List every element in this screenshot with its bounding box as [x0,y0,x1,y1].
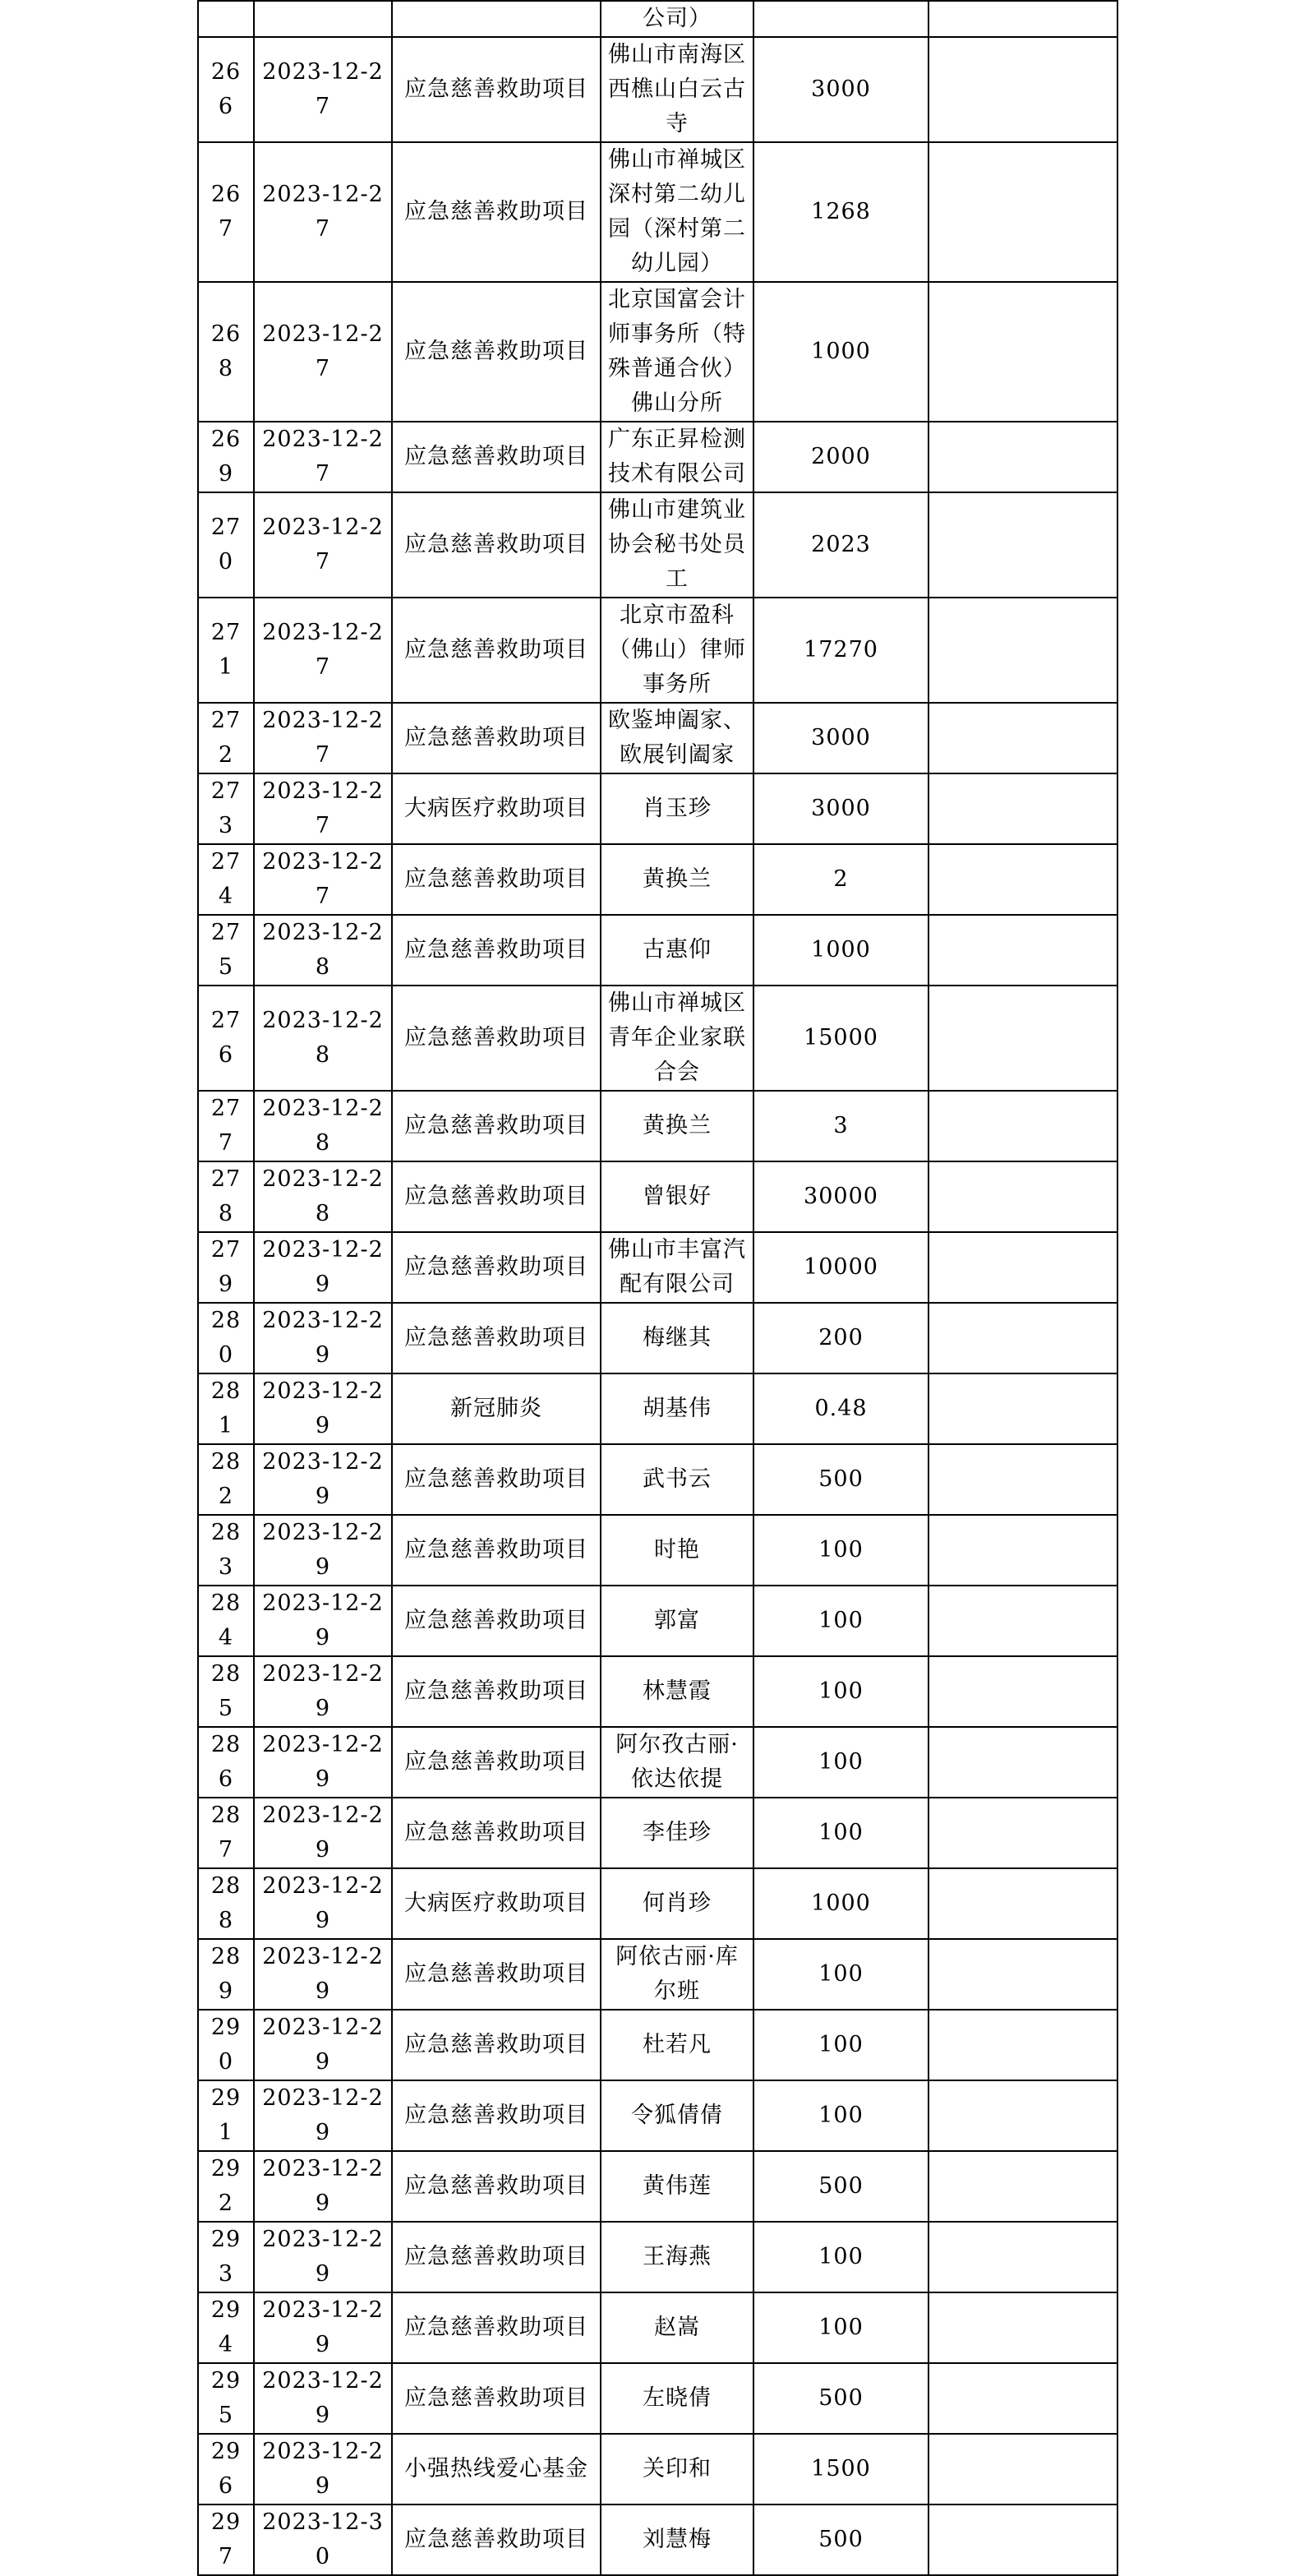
donor-name-cell: 梅继其 [601,1303,753,1373]
table-row [198,2363,1117,2434]
table-row [198,1,1117,37]
donation-date-cell: 2023-12-27 [254,598,392,703]
donor-name-cell: 郭富 [601,1586,753,1656]
amount-cell: 0.48 [753,1373,928,1444]
table-row [198,986,1117,1091]
row-number-cell: 270 [198,492,254,598]
donation-date-cell: 2023-12-27 [254,492,392,598]
donation-date-cell: 2023-12-29 [254,1586,392,1656]
row-number-cell: 275 [198,915,254,986]
amount-cell: 10000 [753,1232,928,1303]
amount-cell: 100 [753,1586,928,1656]
donor-name-cell: 黄换兰 [601,844,753,915]
donation-table-body [198,1,1117,2575]
note-cell [928,703,1117,773]
project-name-cell: 大病医疗救助项目 [392,1868,601,1939]
amount-cell: 2023 [753,492,928,598]
table-row [198,37,1117,142]
donation-date-cell: 2023-12-29 [254,1444,392,1515]
amount-cell: 3000 [753,773,928,844]
note-cell [928,2434,1117,2504]
table-row [198,915,1117,986]
project-name-cell: 应急慈善救助项目 [392,2010,601,2080]
project-name-cell: 应急慈善救助项目 [392,2363,601,2434]
table-row [198,282,1117,422]
note-cell [928,2292,1117,2363]
donor-name-cell: 欧鉴坤阖家、欧展钊阖家 [601,703,753,773]
project-name-cell: 应急慈善救助项目 [392,2080,601,2151]
donor-name-cell: 胡基伟 [601,1373,753,1444]
donor-name-cell: 杜若凡 [601,2010,753,2080]
row-number-cell: 278 [198,1161,254,1232]
project-name-cell: 应急慈善救助项目 [392,1727,601,1798]
note-cell [928,1444,1117,1515]
amount-cell: 30000 [753,1161,928,1232]
project-name-cell: 小强热线爱心基金 [392,2434,601,2504]
row-number-cell: 266 [198,37,254,142]
row-number-cell: 285 [198,1656,254,1727]
donor-name-cell: 王海燕 [601,2222,753,2292]
amount-cell: 100 [753,1656,928,1727]
donor-name-cell: 广东正昇检测技术有限公司 [601,422,753,492]
note-cell [928,1586,1117,1656]
donation-date-cell: 2023-12-29 [254,2292,392,2363]
amount-cell: 3000 [753,703,928,773]
project-name-cell: 应急慈善救助项目 [392,703,601,773]
donor-name-cell: 佛山市丰富汽配有限公司 [601,1232,753,1303]
amount-cell: 1500 [753,2434,928,2504]
amount-cell: 500 [753,2504,928,2575]
donor-name-cell: 时艳 [601,1515,753,1586]
donor-name-cell: 曾银好 [601,1161,753,1232]
table-row [198,2151,1117,2222]
donor-name-cell: 公司） [601,1,753,37]
donation-date-cell: 2023-12-29 [254,2010,392,2080]
table-row [198,1091,1117,1161]
table-row [198,598,1117,703]
donation-date-cell: 2023-12-27 [254,282,392,422]
project-name-cell [392,1,601,37]
note-cell [928,1868,1117,1939]
donor-name-cell: 阿依古丽·库尔班 [601,1939,753,2010]
row-number-cell: 268 [198,282,254,422]
amount-cell: 1000 [753,915,928,986]
donation-date-cell: 2023-12-29 [254,1868,392,1939]
amount-cell: 500 [753,2363,928,2434]
row-number-cell: 284 [198,1586,254,1656]
donor-name-cell: 肖玉珍 [601,773,753,844]
project-name-cell: 应急慈善救助项目 [392,1798,601,1868]
project-name-cell: 应急慈善救助项目 [392,844,601,915]
amount-cell [753,1,928,37]
note-cell [928,844,1117,915]
project-name-cell: 应急慈善救助项目 [392,1444,601,1515]
row-number-cell: 281 [198,1373,254,1444]
row-number-cell: 286 [198,1727,254,1798]
row-number-cell: 283 [198,1515,254,1586]
note-cell [928,2363,1117,2434]
amount-cell: 3 [753,1091,928,1161]
table-row [198,2292,1117,2363]
project-name-cell: 应急慈善救助项目 [392,142,601,282]
note-cell [928,422,1117,492]
amount-cell: 15000 [753,986,928,1091]
project-name-cell: 应急慈善救助项目 [392,1586,601,1656]
table-row [198,1868,1117,1939]
project-name-cell: 应急慈善救助项目 [392,598,601,703]
note-cell [928,1939,1117,2010]
project-name-cell: 应急慈善救助项目 [392,1161,601,1232]
note-cell [928,598,1117,703]
table-row [198,422,1117,492]
amount-cell: 3000 [753,37,928,142]
row-number-cell: 274 [198,844,254,915]
note-cell [928,986,1117,1091]
amount-cell: 500 [753,2151,928,2222]
row-number-cell: 292 [198,2151,254,2222]
project-name-cell: 应急慈善救助项目 [392,422,601,492]
project-name-cell: 应急慈善救助项目 [392,1303,601,1373]
project-name-cell: 应急慈善救助项目 [392,2222,601,2292]
row-number-cell: 276 [198,986,254,1091]
donor-name-cell: 黄伟莲 [601,2151,753,2222]
donation-date-cell: 2023-12-27 [254,703,392,773]
table-row [198,2080,1117,2151]
donation-date-cell [254,1,392,37]
table-row [198,492,1117,598]
donation-date-cell: 2023-12-29 [254,1373,392,1444]
donor-name-cell: 佛山市南海区西樵山白云古寺 [601,37,753,142]
row-number-cell: 277 [198,1091,254,1161]
project-name-cell: 应急慈善救助项目 [392,2151,601,2222]
row-number-cell: 280 [198,1303,254,1373]
row-number-cell: 282 [198,1444,254,1515]
table-row [198,2504,1117,2575]
note-cell [928,1727,1117,1798]
amount-cell: 100 [753,2292,928,2363]
table-row [198,1444,1117,1515]
note-cell [928,1798,1117,1868]
row-number-cell: 271 [198,598,254,703]
donor-name-cell: 林慧霞 [601,1656,753,1727]
amount-cell: 1000 [753,282,928,422]
donation-date-cell: 2023-12-29 [254,1656,392,1727]
donation-date-cell: 2023-12-28 [254,1161,392,1232]
donation-date-cell: 2023-12-29 [254,2363,392,2434]
table-row [198,2434,1117,2504]
note-cell [928,492,1117,598]
project-name-cell: 应急慈善救助项目 [392,1939,601,2010]
project-name-cell: 大病医疗救助项目 [392,773,601,844]
table-row [198,2222,1117,2292]
table-row [198,142,1117,282]
project-name-cell: 应急慈善救助项目 [392,986,601,1091]
project-name-cell: 应急慈善救助项目 [392,1656,601,1727]
donor-name-cell: 何肖珍 [601,1868,753,1939]
table-row [198,1939,1117,2010]
note-cell [928,2151,1117,2222]
note-cell [928,1373,1117,1444]
row-number-cell: 272 [198,703,254,773]
donor-name-cell: 北京国富会计师事务所（特殊普通合伙）佛山分所 [601,282,753,422]
donation-date-cell: 2023-12-29 [254,1303,392,1373]
project-name-cell: 新冠肺炎 [392,1373,601,1444]
table-row [198,1232,1117,1303]
donation-date-cell: 2023-12-28 [254,1091,392,1161]
amount-cell: 1000 [753,1868,928,1939]
donor-name-cell: 古惠仰 [601,915,753,986]
row-number-cell: 288 [198,1868,254,1939]
donor-name-cell: 北京市盈科（佛山）律师事务所 [601,598,753,703]
note-cell [928,2222,1117,2292]
donation-date-cell: 2023-12-27 [254,37,392,142]
note-cell [928,2504,1117,2575]
project-name-cell: 应急慈善救助项目 [392,37,601,142]
row-number-cell: 273 [198,773,254,844]
donation-date-cell: 2023-12-29 [254,1727,392,1798]
note-cell [928,1656,1117,1727]
donor-name-cell: 佛山市建筑业协会秘书处员工 [601,492,753,598]
project-name-cell: 应急慈善救助项目 [392,1091,601,1161]
donation-date-cell: 2023-12-27 [254,422,392,492]
donation-date-cell: 2023-12-29 [254,1232,392,1303]
table-row [198,1373,1117,1444]
table-row [198,1161,1117,1232]
row-number-cell: 279 [198,1232,254,1303]
project-name-cell: 应急慈善救助项目 [392,1232,601,1303]
donation-date-cell: 2023-12-28 [254,986,392,1091]
donation-date-cell: 2023-12-27 [254,844,392,915]
note-cell [928,37,1117,142]
donation-date-cell: 2023-12-29 [254,2222,392,2292]
row-number-cell: 294 [198,2292,254,2363]
row-number-cell: 297 [198,2504,254,2575]
amount-cell: 100 [753,1939,928,2010]
row-number-cell [198,1,254,37]
note-cell [928,2010,1117,2080]
note-cell [928,1303,1117,1373]
table-row [198,844,1117,915]
row-number-cell: 290 [198,2010,254,2080]
table-row [198,773,1117,844]
amount-cell: 100 [753,1798,928,1868]
table-row [198,1656,1117,1727]
amount-cell: 100 [753,2010,928,2080]
table-row [198,1515,1117,1586]
donor-name-cell: 左晓倩 [601,2363,753,2434]
note-cell [928,1161,1117,1232]
donor-name-cell: 赵嵩 [601,2292,753,2363]
note-cell [928,1515,1117,1586]
project-name-cell: 应急慈善救助项目 [392,282,601,422]
note-cell [928,1091,1117,1161]
row-number-cell: 269 [198,422,254,492]
donation-date-cell: 2023-12-29 [254,1939,392,2010]
amount-cell: 500 [753,1444,928,1515]
note-cell [928,773,1117,844]
note-cell [928,282,1117,422]
table-row [198,1303,1117,1373]
note-cell [928,1,1117,37]
amount-cell: 100 [753,1727,928,1798]
note-cell [928,2080,1117,2151]
donor-name-cell: 李佳珍 [601,1798,753,1868]
project-name-cell: 应急慈善救助项目 [392,915,601,986]
amount-cell: 2 [753,844,928,915]
amount-cell: 100 [753,1515,928,1586]
donation-date-cell: 2023-12-29 [254,2080,392,2151]
donor-name-cell: 刘慧梅 [601,2504,753,2575]
note-cell [928,915,1117,986]
donation-date-cell: 2023-12-27 [254,142,392,282]
table-row [198,703,1117,773]
row-number-cell: 289 [198,1939,254,2010]
donor-name-cell: 佛山市禅城区青年企业家联合会 [601,986,753,1091]
amount-cell: 1268 [753,142,928,282]
amount-cell: 17270 [753,598,928,703]
donation-table [197,0,1118,2576]
donation-date-cell: 2023-12-30 [254,2504,392,2575]
table-row [198,1798,1117,1868]
table-row [198,1727,1117,1798]
donation-date-cell: 2023-12-29 [254,1515,392,1586]
amount-cell: 100 [753,2222,928,2292]
row-number-cell: 296 [198,2434,254,2504]
table-row [198,1586,1117,1656]
donation-date-cell: 2023-12-27 [254,773,392,844]
donation-date-cell: 2023-12-29 [254,2434,392,2504]
donor-name-cell: 关印和 [601,2434,753,2504]
project-name-cell: 应急慈善救助项目 [392,2504,601,2575]
donation-date-cell: 2023-12-29 [254,1798,392,1868]
donor-name-cell: 令狐倩倩 [601,2080,753,2151]
donor-name-cell: 阿尔孜古丽·依达依提 [601,1727,753,1798]
amount-cell: 2000 [753,422,928,492]
row-number-cell: 293 [198,2222,254,2292]
row-number-cell: 287 [198,1798,254,1868]
row-number-cell: 291 [198,2080,254,2151]
donor-name-cell: 武书云 [601,1444,753,1515]
note-cell [928,1232,1117,1303]
donor-name-cell: 佛山市禅城区深村第二幼儿园（深村第二幼儿园） [601,142,753,282]
project-name-cell: 应急慈善救助项目 [392,1515,601,1586]
note-cell [928,142,1117,282]
donation-date-cell: 2023-12-28 [254,915,392,986]
row-number-cell: 267 [198,142,254,282]
table-row [198,2010,1117,2080]
donor-name-cell: 黄换兰 [601,1091,753,1161]
project-name-cell: 应急慈善救助项目 [392,2292,601,2363]
amount-cell: 200 [753,1303,928,1373]
project-name-cell: 应急慈善救助项目 [392,492,601,598]
row-number-cell: 295 [198,2363,254,2434]
donation-date-cell: 2023-12-29 [254,2151,392,2222]
amount-cell: 100 [753,2080,928,2151]
